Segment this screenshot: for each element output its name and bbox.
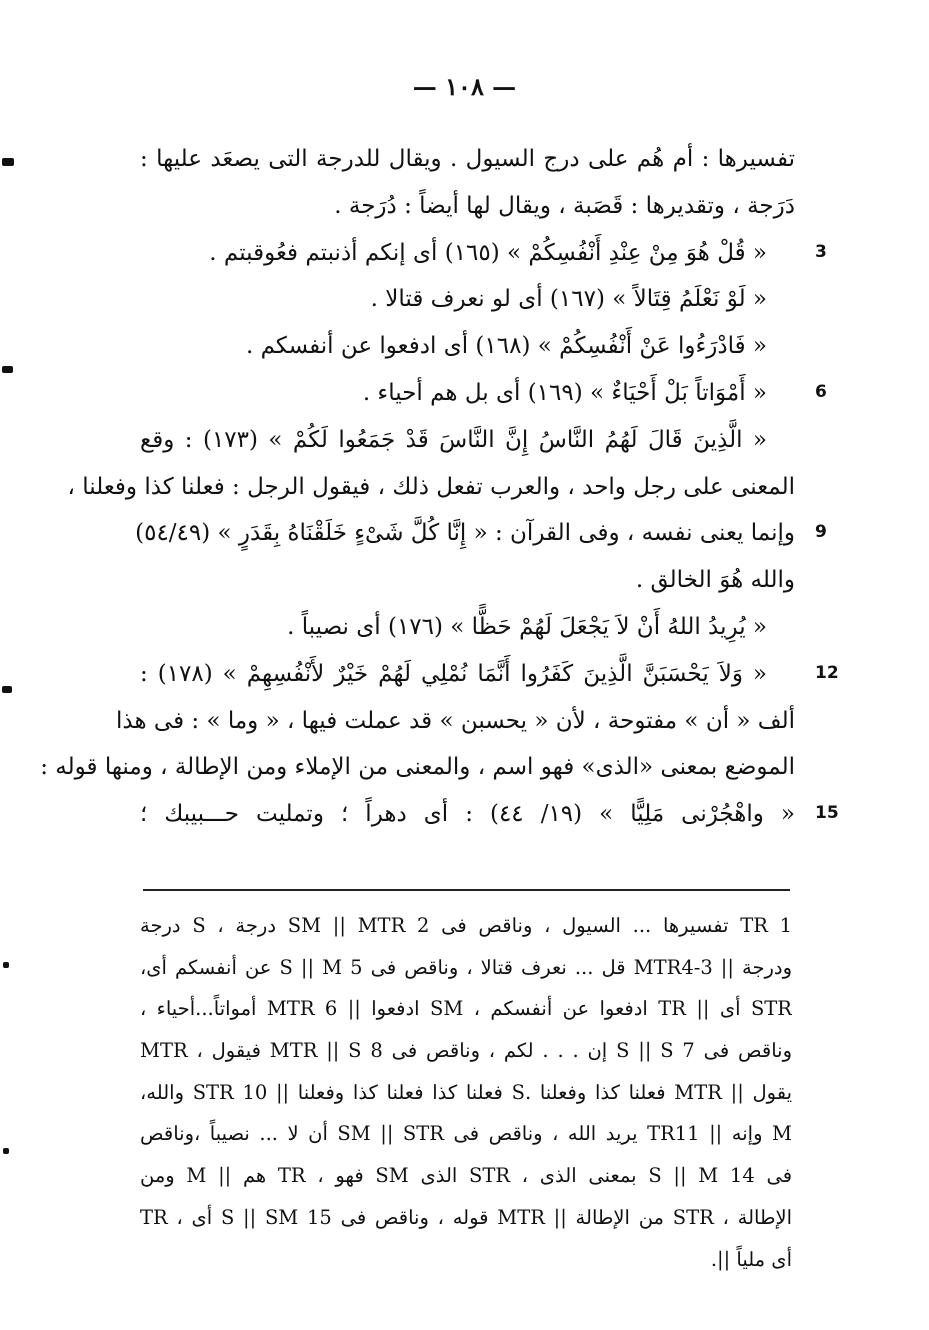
footnote-line: TR 1 تفسيرها ... السيول ، وناقص فى SM || MTR 2 درجة ، S درجة [140, 914, 792, 937]
text-line-content: الموضع بمعنى «الذى» فهو اسم ، والمعنى من الإملاء ومن الإطالة ، ومنها قوله : [40, 754, 795, 781]
scan-mark [2, 686, 12, 693]
text-line-content: « وَلاَ يَحْسَبَنَّ الَّذِينَ كَفَرُوا أَنَّمَا نُمْلِي لَهُمْ خَيْرٌ لأَنْفُسِهِمْ » (١٧٨) : [140, 660, 767, 687]
text-line-content: « لَوْ نَعْلَمُ قِتَالاً » (١٦٧) أى لو نعرف قتالا . [370, 286, 767, 313]
footnote-line: فى S || M 14 بمعنى الذى ، STR الذى SM فهو ، TR هم || M ومن [140, 1164, 792, 1188]
line-number: 15 [815, 803, 839, 824]
text-line [140, 557, 795, 604]
text-line [140, 323, 795, 370]
line-number: 3 [815, 241, 827, 262]
text-line [40, 744, 795, 791]
line-number: 6 [815, 382, 827, 402]
text-line-content: ألف « أن » مفتوحة ، لأن « يحسبن » قد عملت فيها ، « وما » : فى هذا [116, 707, 795, 734]
footnote-line: أى ملياً ||. [710, 1247, 792, 1271]
text-line-content: وإنما يعنى نفسه ، وفى القرآن : « إِنَّا كُلَّ شَىْءٍ خَلَقْنَاهُ بِقَدَرٍ » (٥٤/٤٩) [135, 520, 795, 547]
text-line [140, 651, 795, 698]
text-line [116, 698, 795, 745]
text-line [135, 510, 795, 557]
text-line [140, 791, 795, 838]
text-line-content: « يُرِيدُ اللهُ أَنْ لاَ يَجْعَلَ لَهُمْ حَظًّا » (١٧٦) أى نصيباً . [287, 613, 767, 640]
line-number: 12 [815, 662, 839, 683]
footnote-line: يقول || MTR فعلنا كذا وفعلنا .S فعلنا كذا فعلنا كذا وفعلنا || STR 10 والله، [140, 1080, 792, 1104]
text-line [140, 136, 795, 183]
scan-mark [3, 962, 9, 968]
text-line-content: « واهْجُرْنى مَلِيًّا » (١٩/ ٤٤) : أى دهراً ؛ وتمليت حـــبيبك ؛ [140, 801, 796, 828]
text-line [140, 230, 795, 277]
text-line-content: تفسيرها : أم هُم على درج السيول . ويقال للدرجة التى يصعَد عليها : [140, 146, 795, 172]
footnote-line: الإطالة ، STR من الإطالة || MTR قوله ، وناقص فى S || SM 15 أى ، TR [140, 1205, 792, 1229]
line-number: 9 [815, 522, 827, 543]
text-line-content: دَرَجة ، وتقديرها : قَصَبة ، ويقال لها أيضاً : دُرَجة . [334, 192, 795, 219]
text-line [140, 183, 795, 230]
text-line [140, 604, 795, 651]
text-line-content: والله هُوَ الخالق . [635, 567, 795, 594]
text-line [140, 370, 795, 417]
text-line-content: « فَادْرَءُوا عَنْ أَنْفُسِكُمْ » (١٦٨) أى ادفعوا عن أنفسكم . [245, 333, 767, 360]
text-line-content: « قُلْ هُوَ مِنْ عِنْدِ أَنْفُسِكُمْ » (١٦٥) أى إنكم أذنبتم فعُوقبتم . [209, 239, 767, 266]
footnote-line: STR أى || TR ادفعوا عن أنفسكم ، SM ادفعوا || MTR 6 أمواتاً...أحياء ، [140, 997, 792, 1021]
text-line-content: المعنى على رجل واحد ، والعرب تفعل ذلك ، فيقول الرجل : فعلنا كذا وفعلنا ، [67, 473, 795, 500]
footnote-line: وناقص فى S || S 7 إن . . . لكم ، وناقص فى MTR || S 8 فيقول ، MTR [140, 1039, 792, 1063]
text-line-content: « أَمْوَاتاً بَلْ أَحْيَاءٌ » (١٦٩) أى بل هم أحياء . [362, 379, 767, 406]
main-text [40, 136, 796, 838]
scan-mark [2, 158, 14, 166]
scan-mark [2, 366, 13, 373]
text-line [67, 464, 795, 511]
page-number: — ١٠٨ — [412, 72, 517, 101]
footnote-divider [143, 889, 790, 891]
footnote-line: ودرجة || MTR4-3 قل ... نعرف قتالا ، وناقص فى S || M 5 عن أنفسكم أى، [140, 955, 792, 979]
footnote-line: M وإنه || TR11 يريد الله ، وناقص فى SM || STR أن لا ... نصيباً ،وناقص [140, 1122, 792, 1146]
footnotes [140, 905, 792, 1280]
text-line [140, 417, 795, 464]
text-line [140, 276, 795, 323]
scan-mark [3, 1148, 9, 1154]
text-line-content: « الَّذِينَ قَالَ لَهُمُ النَّاسُ إِنَّ النَّاسَ قَدْ جَمَعُوا لَكُمْ » (١٧٣) : وقع [140, 426, 768, 453]
